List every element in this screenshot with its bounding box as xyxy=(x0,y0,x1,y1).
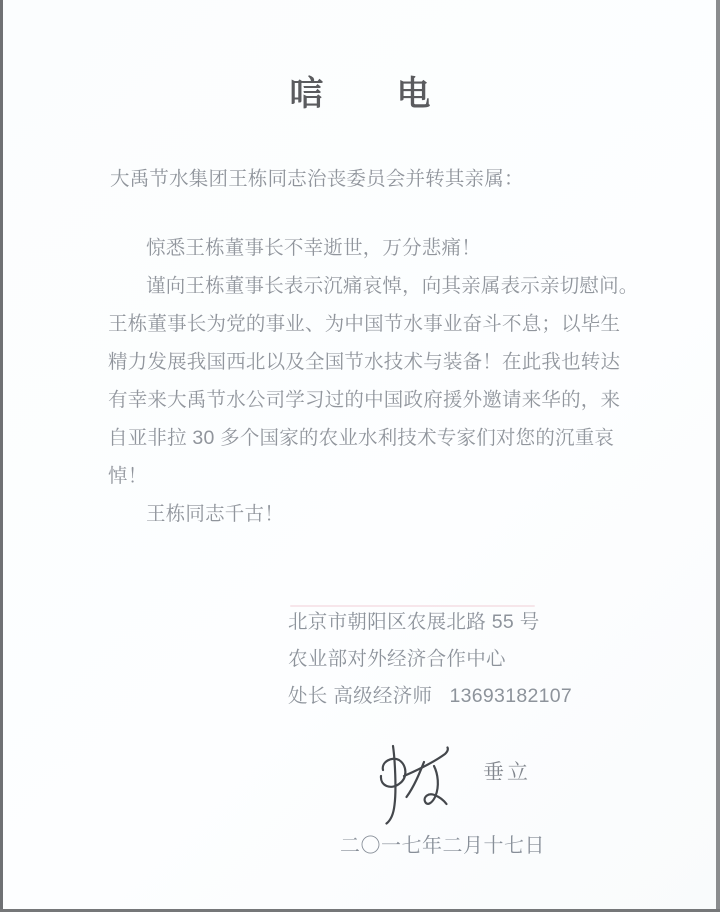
scan-edge-left xyxy=(0,0,3,912)
date-line: 二〇一七年二月十七日 xyxy=(340,835,545,857)
body-line: 王栋董事长为党的事业、为中国节水事业奋斗不息；以毕生 xyxy=(108,313,621,335)
body-line-tribute: 王栋同志千古！ xyxy=(146,503,284,525)
body-line: 悼！ xyxy=(108,465,148,487)
contact-block xyxy=(288,604,572,715)
body-line: 精力发展我国西北以及全国节水技术与装备！在此我也转达 xyxy=(108,351,621,373)
contact-title-phone: 处长 高级经济师 13693182107 xyxy=(288,685,573,707)
cosigner-name: 垂立 xyxy=(483,761,531,784)
title-char-first: 唁 xyxy=(289,75,324,113)
scan-edge-right xyxy=(716,0,720,912)
salutation-line: 大禹节水集团王栋同志治丧委员会并转其亲属： xyxy=(110,168,524,190)
letter-body xyxy=(108,229,668,533)
body-line: 自亚非拉 30 多个国家的农业水利技术专家们对您的沉重哀 xyxy=(108,427,615,449)
handwritten-signature xyxy=(362,733,474,829)
body-line: 谨向王栋董事长表示沉痛哀悼，向其亲属表示亲切慰问。 xyxy=(146,275,639,297)
document-title xyxy=(0,66,720,115)
contact-organization: 农业部对外经济合作中心 xyxy=(288,648,506,670)
contact-address: 北京市朝阳区农展北路 55 号 xyxy=(288,611,540,633)
body-line: 惊悉王栋董事长不幸逝世，万分悲痛！ xyxy=(146,237,481,259)
title-char-second: 电 xyxy=(396,75,431,113)
body-line: 有幸来大禹节水公司学习过的中国政府援外邀请来华的，来 xyxy=(108,389,621,411)
